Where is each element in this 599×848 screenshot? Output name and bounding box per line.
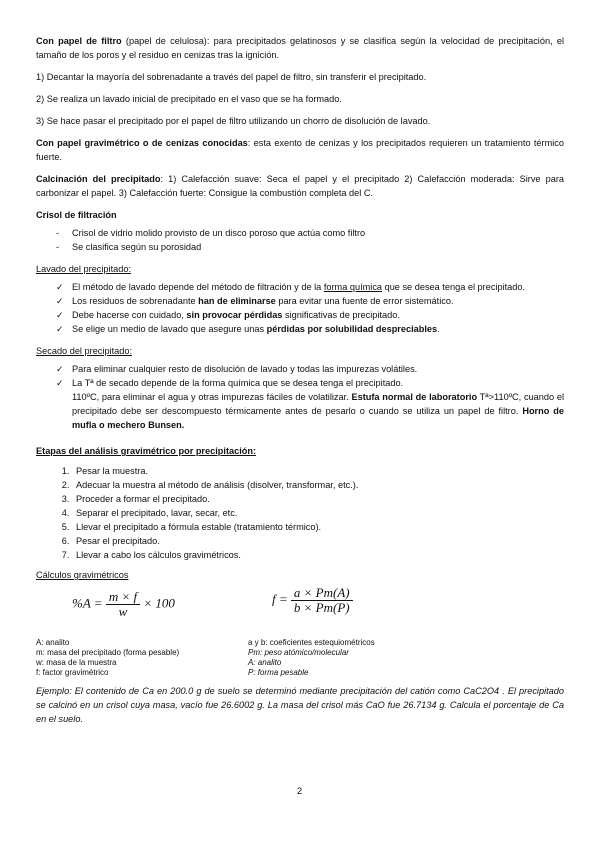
checkmark-icon: ✓ bbox=[56, 324, 64, 334]
paragraph-text: : esta exento de cenizas y los precipitados requieren un tratamiento térmico fuerte. bbox=[36, 138, 564, 162]
list-item: 5. Llevar el precipitado a fórmula estable (tratamiento térmico). bbox=[72, 520, 564, 534]
legend-right bbox=[248, 638, 375, 678]
list-item bbox=[56, 308, 564, 322]
item-text: Tª>110ºC, cuando el precipitado debe ser descompuesto térmicamente antes de pesarlo o cuando se utiliza un papel de filtro. bbox=[72, 392, 564, 416]
item-underlined: forma química bbox=[323, 282, 383, 292]
list-item bbox=[56, 280, 564, 294]
lavado-list bbox=[36, 280, 564, 336]
item-text: Para eliminar cualquier resto de disolución de lavado y todas las impurezas volátiles. bbox=[72, 364, 418, 374]
list-item: 3. Proceder a formar el precipitado. bbox=[72, 492, 564, 506]
legend-item: P: forma pesable bbox=[248, 668, 309, 677]
item-text: . bbox=[437, 324, 440, 334]
paragraph-text: (papel de celulosa): para precipitados gelatinosos y se clasifica según la velocidad de precipitación, el tamaño de los poros y el residuo en cenizas tras la ignición. bbox=[36, 36, 564, 60]
formula-numerator: m × f bbox=[106, 590, 140, 605]
list-item: 6. Pesar el precipitado. bbox=[72, 534, 564, 548]
item-bold: Estufa normal de laboratorio bbox=[351, 392, 478, 402]
legend-item: m: masa del precipitado (forma pesable) bbox=[36, 648, 180, 657]
formula-lhs: f = bbox=[272, 591, 288, 607]
step-2: 2) Se realiza un lavado inicial de precipitado en el vaso que se ha formado. bbox=[36, 94, 342, 104]
checkmark-icon: ✓ bbox=[56, 310, 64, 320]
legend-item: f: factor gravimétrico bbox=[36, 668, 109, 677]
item-text: que se desea tenga el precipitado. bbox=[382, 282, 526, 292]
item-text: La Tª de secado depende de la forma química que se desea tenga el precipitado. bbox=[72, 378, 404, 388]
paragraph-calcinacion bbox=[36, 172, 564, 200]
paragraph-papel-filtro bbox=[36, 34, 564, 62]
list-item: - Crisol de vidrio molido provisto de un disco poroso que actúa como filtro bbox=[56, 226, 564, 240]
factor-formula bbox=[272, 586, 353, 615]
legend-left bbox=[36, 638, 179, 678]
list-item bbox=[56, 376, 564, 432]
item-text: El método de lavado depende del método de filtración y de la bbox=[72, 282, 324, 292]
legend-item: a y b: coeficientes estequiométricos bbox=[248, 638, 375, 647]
list-item bbox=[56, 362, 564, 376]
formula-fraction bbox=[106, 590, 140, 619]
formula-numerator: a × Pm(A) bbox=[291, 586, 353, 601]
item-text: Los residuos de sobrenadante bbox=[72, 296, 199, 306]
item-text: para evitar una fuente de error sistemático. bbox=[275, 296, 454, 306]
secado-list bbox=[36, 362, 564, 432]
item-text: Debe hacerse con cuidado, bbox=[72, 310, 187, 320]
example-paragraph: Ejemplo: El contenido de Ca en 200.0 g de suelo se determinó mediante precipitación del catión como CaC2O4 . El precipitado se calcinó en un crisol cuya masa, vacío fue 26.6002 g. La masa del crisol más CaO fue 26.7134 g. Calcula el porcentaje de Ca en el suelo. bbox=[36, 686, 564, 724]
checkmark-icon: ✓ bbox=[56, 296, 64, 306]
lavado-heading: Lavado del precipitado: bbox=[36, 264, 132, 274]
crisol-list bbox=[36, 226, 564, 254]
checkmark-icon: ✓ bbox=[56, 282, 64, 292]
item-bold: han de eliminarse bbox=[198, 296, 276, 306]
formula-denominator: b × Pm(P) bbox=[293, 600, 350, 615]
secado-heading: Secado del precipitado: bbox=[36, 346, 133, 356]
item-text: Se elige un medio de lavado que asegure unas bbox=[72, 324, 267, 334]
formula-rhs: × 100 bbox=[143, 595, 175, 611]
document-page bbox=[36, 34, 564, 734]
list-item bbox=[56, 322, 564, 336]
term-papel-filtro: Con papel de filtro bbox=[36, 36, 122, 46]
percent-formula bbox=[72, 590, 175, 619]
list-item: - Se clasifica según su porosidad bbox=[56, 240, 564, 254]
list-item bbox=[56, 294, 564, 308]
formula-lhs: %A = bbox=[72, 595, 103, 611]
term-papel-gravimetrico: Con papel gravimétrico o de cenizas conocidas bbox=[36, 138, 248, 148]
list-item: 2. Adecuar la muestra al método de análisis (disolver, transformar, etc.). bbox=[72, 478, 564, 492]
step-3: 3) Se hace pasar el precipitado por el papel de filtro utilizando un chorro de disolución de lavado. bbox=[36, 116, 431, 126]
item-text: significativas de precipitado. bbox=[282, 310, 400, 320]
checkmark-icon: ✓ bbox=[56, 364, 64, 374]
legend-item: A: analito bbox=[36, 638, 70, 647]
formula-denominator: w bbox=[118, 604, 128, 619]
legend-item: w: masa de la muestra bbox=[36, 658, 117, 667]
formula-legend bbox=[36, 638, 564, 680]
item-bold: Horno de mufla o mechero Bunsen. bbox=[72, 406, 564, 430]
item-bold: pérdidas por solubilidad despreciables bbox=[266, 324, 438, 334]
term-calcinacion: Calcinación del precipitado bbox=[36, 174, 161, 184]
formulas bbox=[36, 586, 564, 638]
item-text: 110ºC, para eliminar el agua y otras impurezas fáciles de volatilizar. bbox=[72, 392, 352, 402]
checkmark-icon: ✓ bbox=[56, 378, 64, 388]
legend-item: A: analito bbox=[248, 658, 282, 667]
formula-fraction bbox=[291, 586, 353, 615]
list-item: 4. Separar el precipitado, lavar, secar, etc. bbox=[72, 506, 564, 520]
page-number: 2 bbox=[296, 786, 303, 797]
list-item: 7. Llevar a cabo los cálculos gravimétricos. bbox=[72, 548, 564, 562]
list-item: 1. Pesar la muestra. bbox=[72, 464, 564, 478]
paragraph-text: : 1) Calefacción suave: Seca el papel y el precipitado 2) Calefacción moderada: Sirve para carbonizar el papel. 3) Calefacción fuerte: Consigue la combustión completa del C. bbox=[36, 174, 565, 198]
legend-item: Pm: peso atómico/molecular bbox=[248, 648, 349, 657]
etapas-heading: Etapas del análisis gravimétrico por precipitación: bbox=[36, 446, 257, 456]
crisol-heading: Crisol de filtración bbox=[36, 210, 117, 220]
calculos-heading: Cálculos gravimétricos bbox=[36, 570, 129, 580]
item-bold: sin provocar pérdidas bbox=[186, 310, 283, 320]
paragraph-papel-gravimetrico bbox=[36, 136, 564, 164]
step-1: 1) Decantar la mayoría del sobrenadante a través del papel de filtro, sin transferir el precipitado. bbox=[36, 72, 427, 82]
etapas-list bbox=[36, 464, 564, 562]
